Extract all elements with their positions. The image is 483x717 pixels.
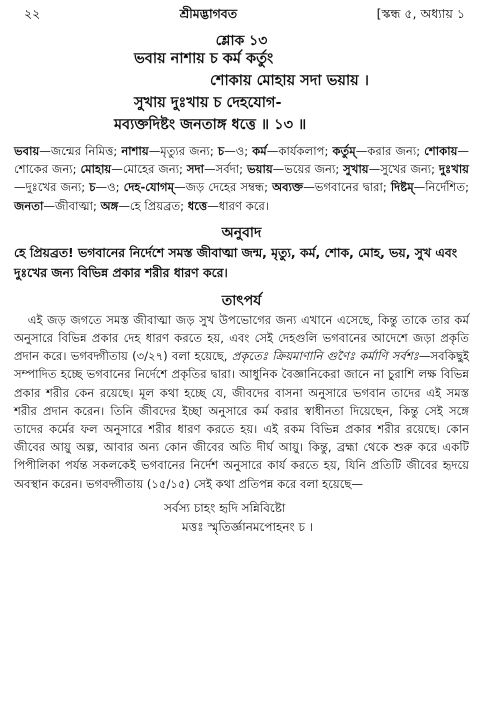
synonym-dash: —: [95, 180, 108, 195]
synonym-meaning: জড় দেহের সম্বন্ধ;: [185, 180, 273, 195]
synonym-dash: —: [272, 162, 285, 177]
synonym-dash: —: [148, 144, 161, 158]
verse-line: মব্যক্তদিষ্টং জনতাঙ্গ ধত্তে ॥ ১৩ ॥: [114, 117, 307, 133]
synonym-term: কর্ম: [252, 144, 267, 158]
synonym-dash: —: [204, 162, 216, 177]
synonym-meaning: দুঃখের জন্য;: [25, 180, 90, 195]
synonym-term: সুখায়: [343, 162, 369, 177]
synonym-meaning: করার জন্য;: [367, 144, 425, 158]
synonym-dash: —: [355, 144, 368, 158]
synonym-term: চ: [89, 180, 96, 195]
verse-heading: শ্লোক ১৩: [215, 33, 268, 49]
verse-line: ভবায় নাশায় চ কর্ম কর্তুং: [134, 51, 274, 67]
page-header: [14, 6, 469, 26]
synonym-term: কর্তুম্: [332, 144, 356, 158]
synonym-dash: —: [266, 144, 279, 158]
synonym-meaning: মোহের জন্য;: [122, 162, 187, 177]
synonym-dash: —: [111, 162, 123, 177]
synonym-meaning: মৃত্যুর জন্য;: [160, 144, 218, 158]
synonym-meaning: সুখের জন্য;: [380, 162, 439, 177]
synonym-dash: —: [118, 198, 130, 213]
synonym-term: জনতা: [14, 198, 44, 213]
synonym-term: শোকায়: [424, 144, 458, 158]
synonym-meaning: ও;: [235, 144, 253, 158]
synonym-term: অঙ্গ: [100, 198, 119, 213]
translation-text: হে প্রিয়ব্রত! ভগবানের নির্দেশে সমস্ত জীবাত্মা জন্ম, মৃত্যু, কর্ম, শোক, মোহ, ভয়, সুখ এবং দুঃখের জন্য বিভিন্ন প্রকার শরীর ধারণ করে।: [14, 244, 458, 280]
synonym-meaning: নির্দেশিত;: [425, 180, 470, 195]
synonym-term: দিষ্টম্: [390, 180, 414, 195]
verse-line: শোকায় মোহায় সদা ভয়ায় ।: [210, 73, 369, 89]
synonym-term: অব্যক্ত: [272, 180, 304, 195]
synonym-dash: —: [224, 144, 236, 158]
synonym-meaning: ভগবানের দ্বারা;: [314, 180, 391, 195]
synonym-term: নাশায়: [121, 144, 149, 158]
synonym-dash: —: [413, 180, 426, 195]
synonym-dash: —: [174, 180, 186, 195]
synonym-term: দেহ-যোগম্: [123, 180, 175, 195]
translation-heading: অনুবাদ: [221, 224, 262, 241]
synonym-meaning: শোকের জন্য;: [14, 162, 81, 177]
synonym-dash: —: [207, 198, 219, 213]
book-title: শ্রীমদ্ভাগবত: [179, 6, 238, 21]
verse-text: [14, 48, 469, 136]
synonym-meaning: ও;: [107, 180, 124, 195]
quote-line: সর্বস্য চাহং হৃদি সন্নিবিষ্টো: [164, 500, 286, 515]
gita-quote-inline: প্রকৃতেঃ ক্রিয়মাণানি গুণৈঃ কর্মাণি সর্বশঃ: [231, 349, 419, 364]
synonym-dash: —: [14, 180, 26, 195]
synonym-term: সদা: [186, 162, 205, 177]
synonym-meaning: জন্মের নিমিত্ত;: [50, 144, 122, 158]
synonym-dash: —: [368, 162, 381, 177]
purport-heading: তাৎপর্য: [221, 292, 262, 309]
synonym-term: চ: [217, 144, 225, 158]
synonym-meaning: কার্যকলাপ;: [278, 144, 333, 158]
purport-paragraph: —সবকিছুই সম্পাদিত হচ্ছে ভগবানের নির্দেশে প্রকৃতির দ্বারা। আধুনিক বৈজ্ঞানিকেরা জানে না চুরাশি লক্ষ বিভিন্ন প্রকার শরীর কেন রয়েছে। মূল কথা হচ্ছে যে, জীবদের বাসনা অনুসারে ভগবান তাদের এই সমস্ত শরীর প্রদান করেন। তিনি জীবদের ইচ্ছা অনুসারে কর্ম করার স্বাধীনতা দিয়েছেন, কিন্তু সেই সঙ্গে তাদের কর্মের ফল অনুসারে শরীর ধারণ করতে হয়। এই রকম বিভিন্ন প্রকার শরীর রয়েছে। কোন জীবের আয়ু অল্প, আবার অন্য কোন জীবের অতি দীর্ঘ আয়ু। কিন্তু, ব্রহ্মা থেকে শুরু করে একটি পিপীলিকা পর্যন্ত সকলকেই ভগবানের নির্দেশ অনুসারে কার্য করতে হয়, যিনি প্রতিটি জীবের হৃদয়ে অবস্থান করেন। ভগবদ্গীতায় (১৫/১৫) সেই কথা প্রতিপন্ন করে বলা হয়েছে—: [14, 349, 470, 491]
purport-text: [14, 311, 469, 493]
word-for-word-synonyms: [14, 142, 469, 215]
synonym-meaning: সর্বদা;: [215, 162, 247, 177]
synonym-meaning: হে প্রিয়ব্রত;: [129, 198, 188, 213]
gita-verse-quote: [14, 499, 469, 537]
synonym-meaning: ধারণ করে।: [218, 198, 270, 213]
synonym-dash: —: [303, 180, 315, 195]
synonym-term: ভবায়: [14, 144, 40, 158]
chapter-reference: [স্কন্ধ ৫, অধ্যায় ১: [376, 6, 465, 21]
verse-line: সুখায় দুঃখায় চ দেহযোগ-: [134, 95, 282, 111]
synonym-term: মোহায়: [80, 162, 112, 177]
quote-line: মত্তঃ স্মৃতির্জ্ঞানমপোহনং চ ।: [182, 519, 314, 534]
page-number: ২২: [24, 6, 41, 21]
purport-paragraph: এই জড় জগতে সমস্ত জীবাত্মা জড় সুখ উপভোগের জন্য এখানে এসেছে, কিন্তু তাকে তার কর্ম অনুসারে বিভিন্ন প্রকার দেহ ধারণ করতে হয়, এবং সেই দেহগুলি ভগবানের আদেশে জড়া প্রকৃতি প্রদান করে। ভগবদ্গীতায় (৩/২৭) বলা হয়েছে,: [14, 312, 469, 364]
synonym-dash: —: [457, 144, 469, 158]
synonym-term: দুঃখায়: [438, 162, 470, 177]
synonym-dash: —: [39, 144, 51, 158]
synonym-dash: —: [43, 198, 55, 213]
synonym-meaning: জীবাত্মা;: [54, 198, 101, 213]
synonym-term: ভয়ায়: [247, 162, 273, 177]
synonym-term: ধত্তে: [187, 198, 208, 213]
synonym-meaning: ভয়ের জন্য;: [284, 162, 344, 177]
